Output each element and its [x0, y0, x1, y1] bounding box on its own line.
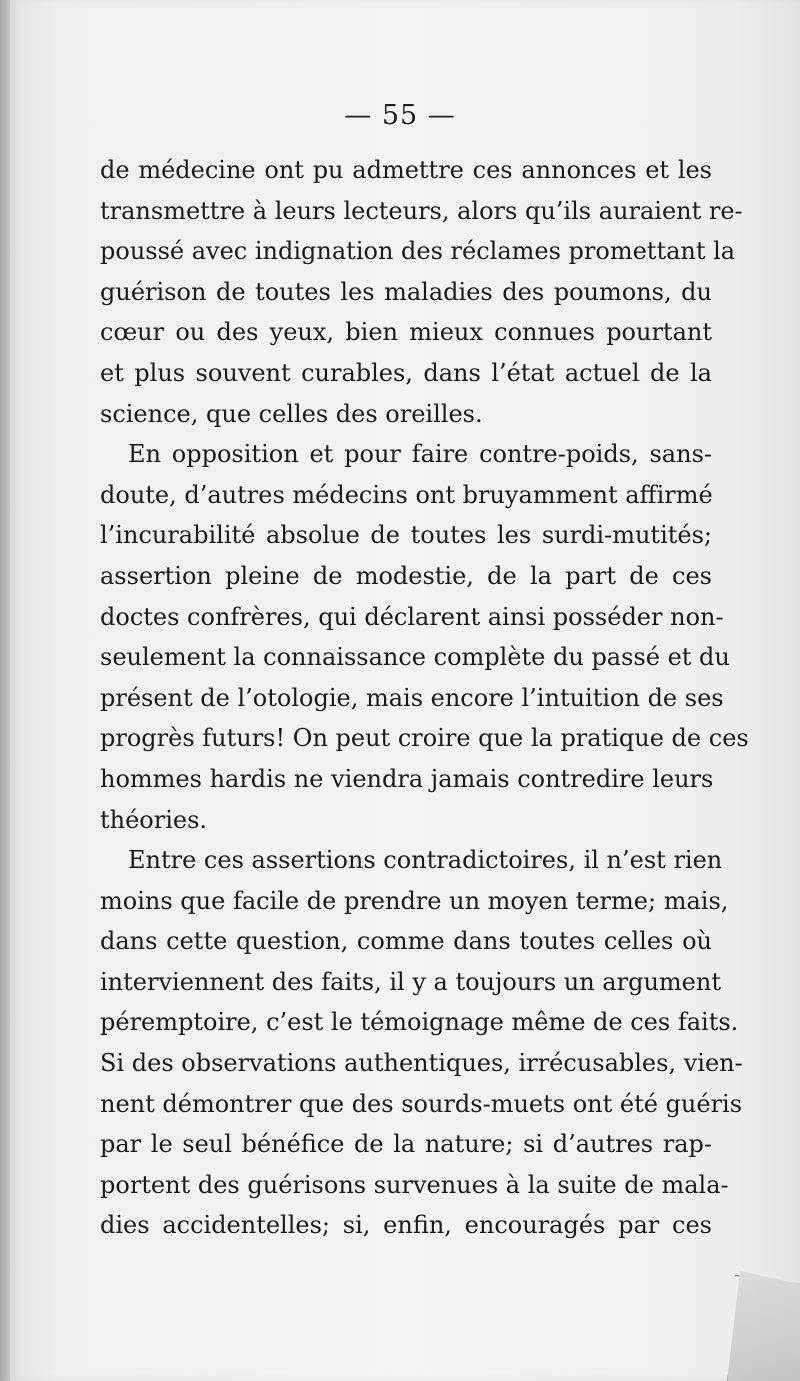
text-line: péremptoire, c’est le témoignage même de ces faits.: [100, 1008, 739, 1037]
text-line: portent des guérisons survenues à la suite de mala-: [100, 1170, 729, 1199]
corner-fold: [727, 1271, 800, 1381]
text-line: et plus souvent curables, dans l’état actuel de la: [100, 358, 712, 387]
text-line: hommes hardis ne viendra jamais contredire leurs: [100, 764, 714, 793]
page-number: — 55 —: [344, 100, 456, 131]
text-line: seulement la connaissance complète du passé et du: [100, 643, 730, 672]
text-line: Entre ces assertions contradictoires, il n’est rien: [128, 846, 723, 875]
text-line: transmettre à leurs lecteurs, alors qu’ils auraient re-: [100, 196, 743, 225]
text-line: l’incurabilité absolue de toutes les surdi-mutités;: [100, 521, 712, 550]
text-line: cœur ou des yeux, bien mieux connues pourtant: [100, 318, 712, 347]
text-line: guérison de toutes les maladies des poumons, du: [100, 277, 712, 306]
text-line: doute, d’autres médecins ont bruyamment affirmé: [100, 480, 713, 509]
text-line: par le seul bénéfice de la nature; si d’autres rap-: [100, 1130, 712, 1159]
text-line: interviennent des faits, il y a toujours un argument: [100, 967, 721, 996]
text-line: doctes confrères, qui déclarent ainsi posséder non-: [100, 602, 724, 631]
text-line: Si des observations authentiques, irrécusables, vien-: [100, 1049, 743, 1078]
text-line: poussé avec indignation des réclames promettant la: [100, 237, 736, 266]
text-line: moins que facile de prendre un moyen terme; mais,: [100, 886, 729, 915]
text-line: présent de l’otologie, mais encore l’intuition de ses: [100, 683, 724, 712]
text-line: assertion pleine de modestie, de la part de ces: [100, 561, 712, 590]
text-line: progrès futurs! On peut croire que la pratique de ces: [100, 724, 749, 753]
body-text: [100, 150, 749, 1246]
text-line: théories.: [100, 805, 208, 834]
page-left-edge: [0, 0, 10, 1381]
text-line: En opposition et pour faire contre-poids, sans-: [128, 440, 712, 469]
text-line: dies accidentelles; si, enfin, encouragés par ces: [100, 1211, 712, 1240]
text-line: nent démontrer que des sourds-muets ont été guéris: [100, 1089, 743, 1118]
text-line: science, que celles des oreilles.: [100, 399, 483, 428]
text-line: de médecine ont pu admettre ces annonces et les: [100, 156, 712, 184]
text-line: dans cette question, comme dans toutes celles où: [100, 927, 712, 956]
